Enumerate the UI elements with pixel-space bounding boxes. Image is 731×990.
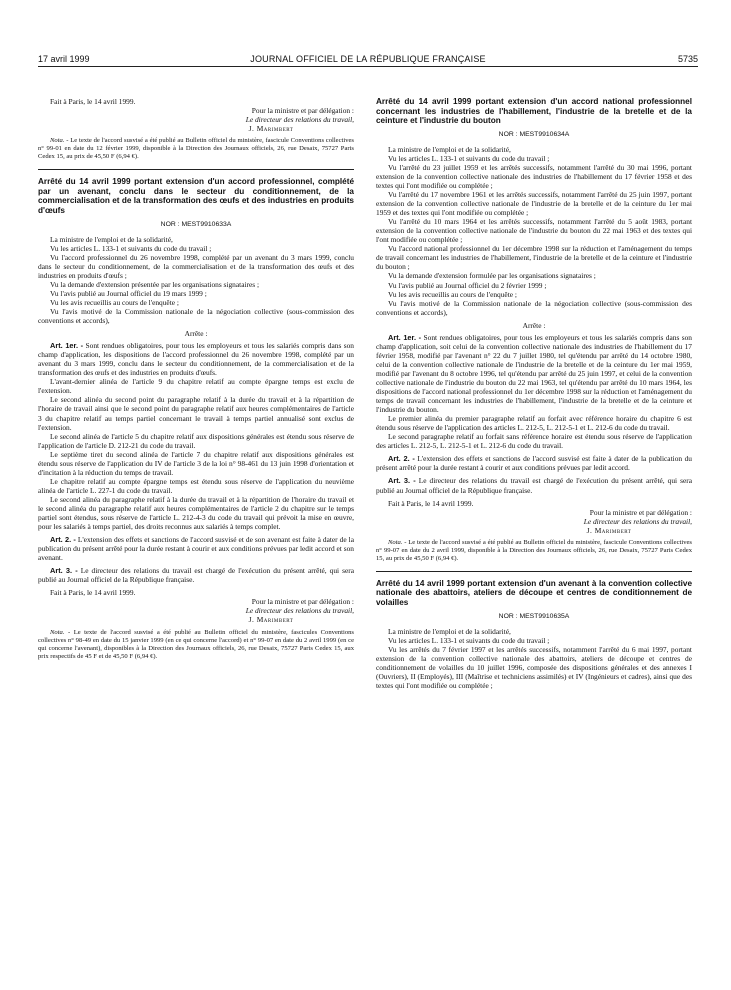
section-divider bbox=[38, 169, 354, 170]
article-text: Sont rendues obligatoires, pour tous les employeurs et tous les salariés compris dans son champ d'application, soit celui de la convention collective nationale des industries de l'habillement du 17 février 1958, modifié par l'avenant n° 22 du 7 juillet 1980, tel qu'étendu par arrêté du 14 octobre 1980, celui de la convention collective nationale de l'industrie de la bretelle et de la ceinture du 1er mai 1959, modifié par l'avenant du 8 octobre 1996, tel qu'étendu par arrêté du 25 juin 1997, et celui de la convention collective nationale de l'industrie du bouton du 22 mai 1963, tel qu'étendu par arrêté du 10 mars 1964, les dispositions de l'accord national professionnel du 1er décembre 1998 sur la réduction et l'aménagement du temps de travail concernant les industries de l'habillement, l'industrie de la bretelle et de la ceinture et l'industrie du bouton. bbox=[376, 332, 692, 415]
article-label: Art. 3. - bbox=[388, 476, 416, 486]
nota-label: Nota. bbox=[388, 538, 403, 546]
nota-note bbox=[38, 137, 354, 161]
body-paragraph: Vu l'avis motivé de la Commission nationale de la négociation collective (sous-commission des conventions et accords), bbox=[376, 298, 692, 317]
fait-line: Fait à Paris, le 14 avril 1999. bbox=[50, 97, 136, 106]
body-paragraph: Vu l'avis motivé de la Commission nationale de la négociation collective (sous-commission des conventions et accords), bbox=[38, 306, 354, 326]
body-paragraph: Vu les articles L. 133-1 et suivants du code du travail ; bbox=[388, 635, 550, 645]
article-text: Sont rendues obligatoires, pour tous les employeurs et tous les salariés compris dans son champ d'application, les dispositions de l'accord professionnel du 26 novembre 1998, complété par un avenant du 3 mars 1999, conclu dans le secteur du conditionnement, de la commercialisation et de la transformation des œufs et des industries en produits d'œufs. bbox=[38, 341, 354, 378]
article-label: Art. 2. - bbox=[388, 454, 415, 464]
article-2 bbox=[376, 454, 692, 472]
nor-code: NOR : MEST9910633A bbox=[160, 220, 232, 228]
header-page-number: 5735 bbox=[677, 54, 698, 64]
body-paragraph: Le premier alinéa du premier paragraphe relatif au forfait avec référence horaire du chapitre 6 est étendu sous réserve de l'application des articles L. 212-5, L. 212-5-1 et L. 212-6 du code du travail. bbox=[376, 414, 692, 433]
article-text: Le directeur des relations du travail est chargé de l'exécution du présent arrêté, qui sera publié au Journal officiel de la République française. bbox=[376, 476, 692, 495]
body-paragraph: Le second alinéa de l'article 5 du chapitre relatif aux dispositions générales est étendu sous réserve de l'application de l'article D. 212-21 du code du travail. bbox=[38, 431, 354, 450]
right-column bbox=[376, 97, 692, 690]
signatory: J. Marimbert bbox=[248, 124, 294, 134]
article-text: Le directeur des relations du travail est chargé de l'exécution du présent arrêté, qui sera publié au Journal officiel de la République française. bbox=[38, 566, 354, 585]
nota-label: Nota. bbox=[50, 137, 65, 145]
body-paragraph: Vu les arrêtés du 7 février 1997 et les arrêtés successifs, notamment l'arrêté du 6 mai 1997, portant extension de la convention collective nationale des abattoirs, ateliers de découpe et centres de conditionnement de volailles du 10 juillet 1996, composée des dispositions générales et des annexes I (Ouvriers), II (Employés), III (Maîtrise et techniciens assimilés) et IV (Ingénieurs et cadres), ainsi que des textes qui l'ont modifiée ou complétée ; bbox=[376, 644, 692, 690]
directeur-line: Le directeur des relations du travail, bbox=[245, 606, 354, 616]
body-paragraph: Vu les avis recueillis au cours de l'enquête ; bbox=[50, 297, 179, 307]
arrete-heading: Arrête : bbox=[184, 329, 208, 339]
body-paragraph: Vu l'arrêté du 10 mars 1964 et les arrêtés successifs, notamment l'arrêté du 5 août 1983, portant extension de la convention collective nationale de l'industrie du bouton du 22 mai 1963 et des textes qui l'ont modifiée ou complétée ; bbox=[376, 217, 692, 245]
body-paragraph: La ministre de l'emploi et de la solidarité, bbox=[388, 144, 511, 154]
body-paragraph: Vu la demande d'extension formulée par les organisations signataires ; bbox=[388, 271, 596, 281]
body-paragraph: Le second alinéa du paragraphe relatif à la durée du travail et à la répartition de l'horaire du travail et le second alinéa du paragraphe relatif aux heures complémentaires de l'article 2 du chapitre sur le temps partiel sont étendus, sous réserve de l'article L. 212-4-3 du code du travail qui prévoit la mise en œuvre, pour les salariés à temps partiel, des droits reconnus aux salariés à temps complet. bbox=[38, 494, 354, 532]
body-paragraph: Vu les avis recueillis au cours de l'enquête ; bbox=[388, 289, 517, 299]
fait-line: Fait à Paris, le 14 avril 1999. bbox=[388, 498, 474, 508]
decree-title: Arrêté du 14 avril 1999 portant extension d'un accord national professionnel concernant les industries de l'habillement, l'industrie de la bretelle et de la ceinture et l'industrie du bouton bbox=[376, 97, 692, 126]
header-rule bbox=[38, 66, 698, 67]
body-paragraph: Vu les articles L. 133-1 et suivants du code du travail ; bbox=[50, 243, 212, 253]
body-paragraph: Vu l'arrêté du 23 juillet 1959 et les arrêtés successifs, notamment l'arrêté du 30 mai 1996, portant extension de la convention collective nationale des industries de l'habillement du 17 février 1958 et des textes qui l'ont modifiée ou complétée ; bbox=[376, 162, 692, 191]
article-label: Art. 3. - bbox=[50, 566, 78, 576]
article-text: L'extension des effets et sanctions de l'accord susvisé est faite à dater de la publication du présent arrêté pour la durée restant à courir et aux conditions prévues par ledit accord. bbox=[376, 454, 692, 473]
body-paragraph: L'avant-dernier alinéa de l'article 9 du chapitre relatif au compte épargne temps est exclu de l'extension. bbox=[38, 377, 354, 396]
body-paragraph: Vu l'avis publié au Journal officiel du 19 mars 1999 ; bbox=[50, 288, 207, 298]
nota-note bbox=[376, 539, 692, 563]
article-label: Art. 1er. - bbox=[388, 332, 422, 342]
signature-block bbox=[38, 597, 354, 624]
fait-line: Fait à Paris, le 14 avril 1999. bbox=[50, 588, 136, 598]
body-paragraph: Vu l'accord professionnel du 26 novembre 1998, complété par un avenant du 3 mars 1999, conclu dans le secteur du conditionnement, de la commercialisation et de la transformation des œufs et des industries en produits d'œufs ; bbox=[38, 252, 354, 280]
page-header bbox=[38, 0, 698, 64]
nor-code: NOR : MEST9910634A bbox=[498, 130, 570, 138]
body-paragraph: Vu les articles L. 133-1 et suivants du code du travail ; bbox=[388, 153, 550, 163]
body-paragraph: Le second paragraphe relatif au forfait sans référence horaire est étendu sous réserve de l'application des articles L. 212-5, L. 212-5-1 et L. 212-6 du code du travail. bbox=[376, 432, 692, 451]
signature-block bbox=[38, 106, 354, 133]
decree-title: Arrêté du 14 avril 1999 portant extension d'un accord professionnel, complété par un avenant, conclu dans le secteur du conditionnement, de la commercialisation et de la transformation des œufs et des industries en produits d'œufs bbox=[38, 177, 354, 215]
arrete-heading: Arrête : bbox=[522, 320, 546, 330]
article-label: Art. 1er. - bbox=[50, 341, 84, 351]
nota-label: Nota. bbox=[50, 628, 65, 636]
signature-block bbox=[376, 508, 692, 535]
decree-title: Arrêté du 14 avril 1999 portant extension d'un avenant à la convention collective nationale des abattoirs, ateliers de découpe et centres de conditionnement de volailles bbox=[376, 578, 692, 607]
body-paragraph: Le chapitre relatif au compte épargne temps est étendu sous réserve de l'application du neuvième alinéa de l'article L. 227-1 du code du travail. bbox=[38, 476, 354, 495]
nota-text: - Le texte de l'accord susvisé a été publié au Bulletin officiel du ministère, fascicules Conventions collectives n° 98-49 en date du 15 janvier 1999 (en ce qui concerne l'accord) et n° 99-07 en date du 2 avril 1999 (en ce qui concerne l'avenant), disponibles à la Direction des Journaux officiels, 26, rue Desaix, 75727 Paris Cedex 15, aux prix respectifs de 45 F et de 45,50 F (6,94 €). bbox=[38, 628, 354, 660]
article-3 bbox=[38, 566, 354, 584]
nota-text: - Le texte de l'accord susvisé a été publié au Bulletin officiel du ministère, fascicule Conventions collectives n° 99-01 en date du 12 février 1999, disponible à la Direction des Journaux officiels, 26, rue Desaix, 75727 Paris Cedex 15, au prix de 45,50 F (6,94 €). bbox=[38, 137, 354, 161]
delegation-line: Pour la ministre et par délégation : bbox=[251, 597, 354, 607]
header-journal-title: JOURNAL OFFICIEL DE LA RÉPUBLIQUE FRANÇAISE bbox=[250, 54, 486, 64]
directeur-line: Le directeur des relations du travail, bbox=[583, 516, 692, 526]
nor-code: NOR : MEST9910635A bbox=[498, 612, 570, 620]
delegation-line: Pour la ministre et par délégation : bbox=[251, 106, 354, 116]
article-3 bbox=[376, 476, 692, 494]
body-paragraph: La ministre de l'emploi et de la solidarité, bbox=[388, 626, 511, 636]
body-paragraph: Le septième tiret du second alinéa de l'article 7 du chapitre relatif aux dispositions générales est étendu sous réserve de l'application du IV de l'article 3 de la loi n° 98-461 du 13 juin 1998 d'orientation et d'incitation à la réduction du temps de travail. bbox=[38, 449, 354, 477]
directeur-line: Le directeur des relations du travail, bbox=[245, 115, 354, 125]
article-text: L'extension des effets et sanctions de l'accord susvisé et de son avenant est faite à dater de la publication du présent arrêté pour la durée restant à courir et aux conditions prévues par ledit accord et son avenant. bbox=[38, 535, 354, 563]
article-2 bbox=[38, 535, 354, 562]
delegation-line: Pour la ministre et par délégation : bbox=[589, 507, 692, 517]
section-divider bbox=[376, 571, 692, 572]
left-column bbox=[38, 97, 354, 661]
body-paragraph: Vu la demande d'extension présentée par les organisations signataires ; bbox=[50, 279, 260, 289]
body-paragraph: Le second alinéa du second point du paragraphe relatif à la durée du travail et à la répartition de l'horaire de travail ainsi que le second point du paragraphe relatif aux heures complémentaires de l'article 3 du chapitre relatif au temps partiel concernant le travail à temps partiel annualisé sont exclus de l'extension. bbox=[38, 395, 354, 432]
article-1 bbox=[376, 333, 692, 414]
body-paragraph: Vu l'avis publié au Journal officiel du 2 février 1999 ; bbox=[388, 280, 547, 290]
body-paragraph: La ministre de l'emploi et de la solidarité, bbox=[50, 234, 173, 244]
body-paragraph: Vu l'accord national professionnel du 1er décembre 1998 sur la réduction et l'aménagement du temps de travail concernant les industries de l'habillement, l'industrie de la bretelle et de la ceinture et l'industrie du bouton ; bbox=[376, 244, 692, 272]
body-paragraph: Vu l'arrêté du 17 novembre 1961 et les arrêtés successifs, notamment l'arrêté du 25 juin 1997, portant extension de la convention collective nationale de l'industrie de la bretelle et de la ceinture du 1er mai 1959 et des textes qui l'ont modifiée ou complétée ; bbox=[376, 190, 692, 218]
header-date: 17 avril 1999 bbox=[38, 54, 90, 64]
nota-text: - Le texte de l'accord susvisé a été publié au Bulletin officiel du ministère, fascicule Conventions collectives n° 99-07 en date du 2 avril 1999, disponible à la Direction des Journaux officiels, 26, rue Desaix, 75727 Paris Cedex 15, au prix de 45,50 F (6,94 €). bbox=[376, 538, 692, 562]
nota-note bbox=[38, 629, 354, 661]
signatory: J. Marimbert bbox=[248, 615, 294, 625]
article-1 bbox=[38, 341, 354, 377]
article-label: Art. 2. - bbox=[50, 535, 76, 545]
signatory: J. Marimbert bbox=[586, 525, 632, 535]
